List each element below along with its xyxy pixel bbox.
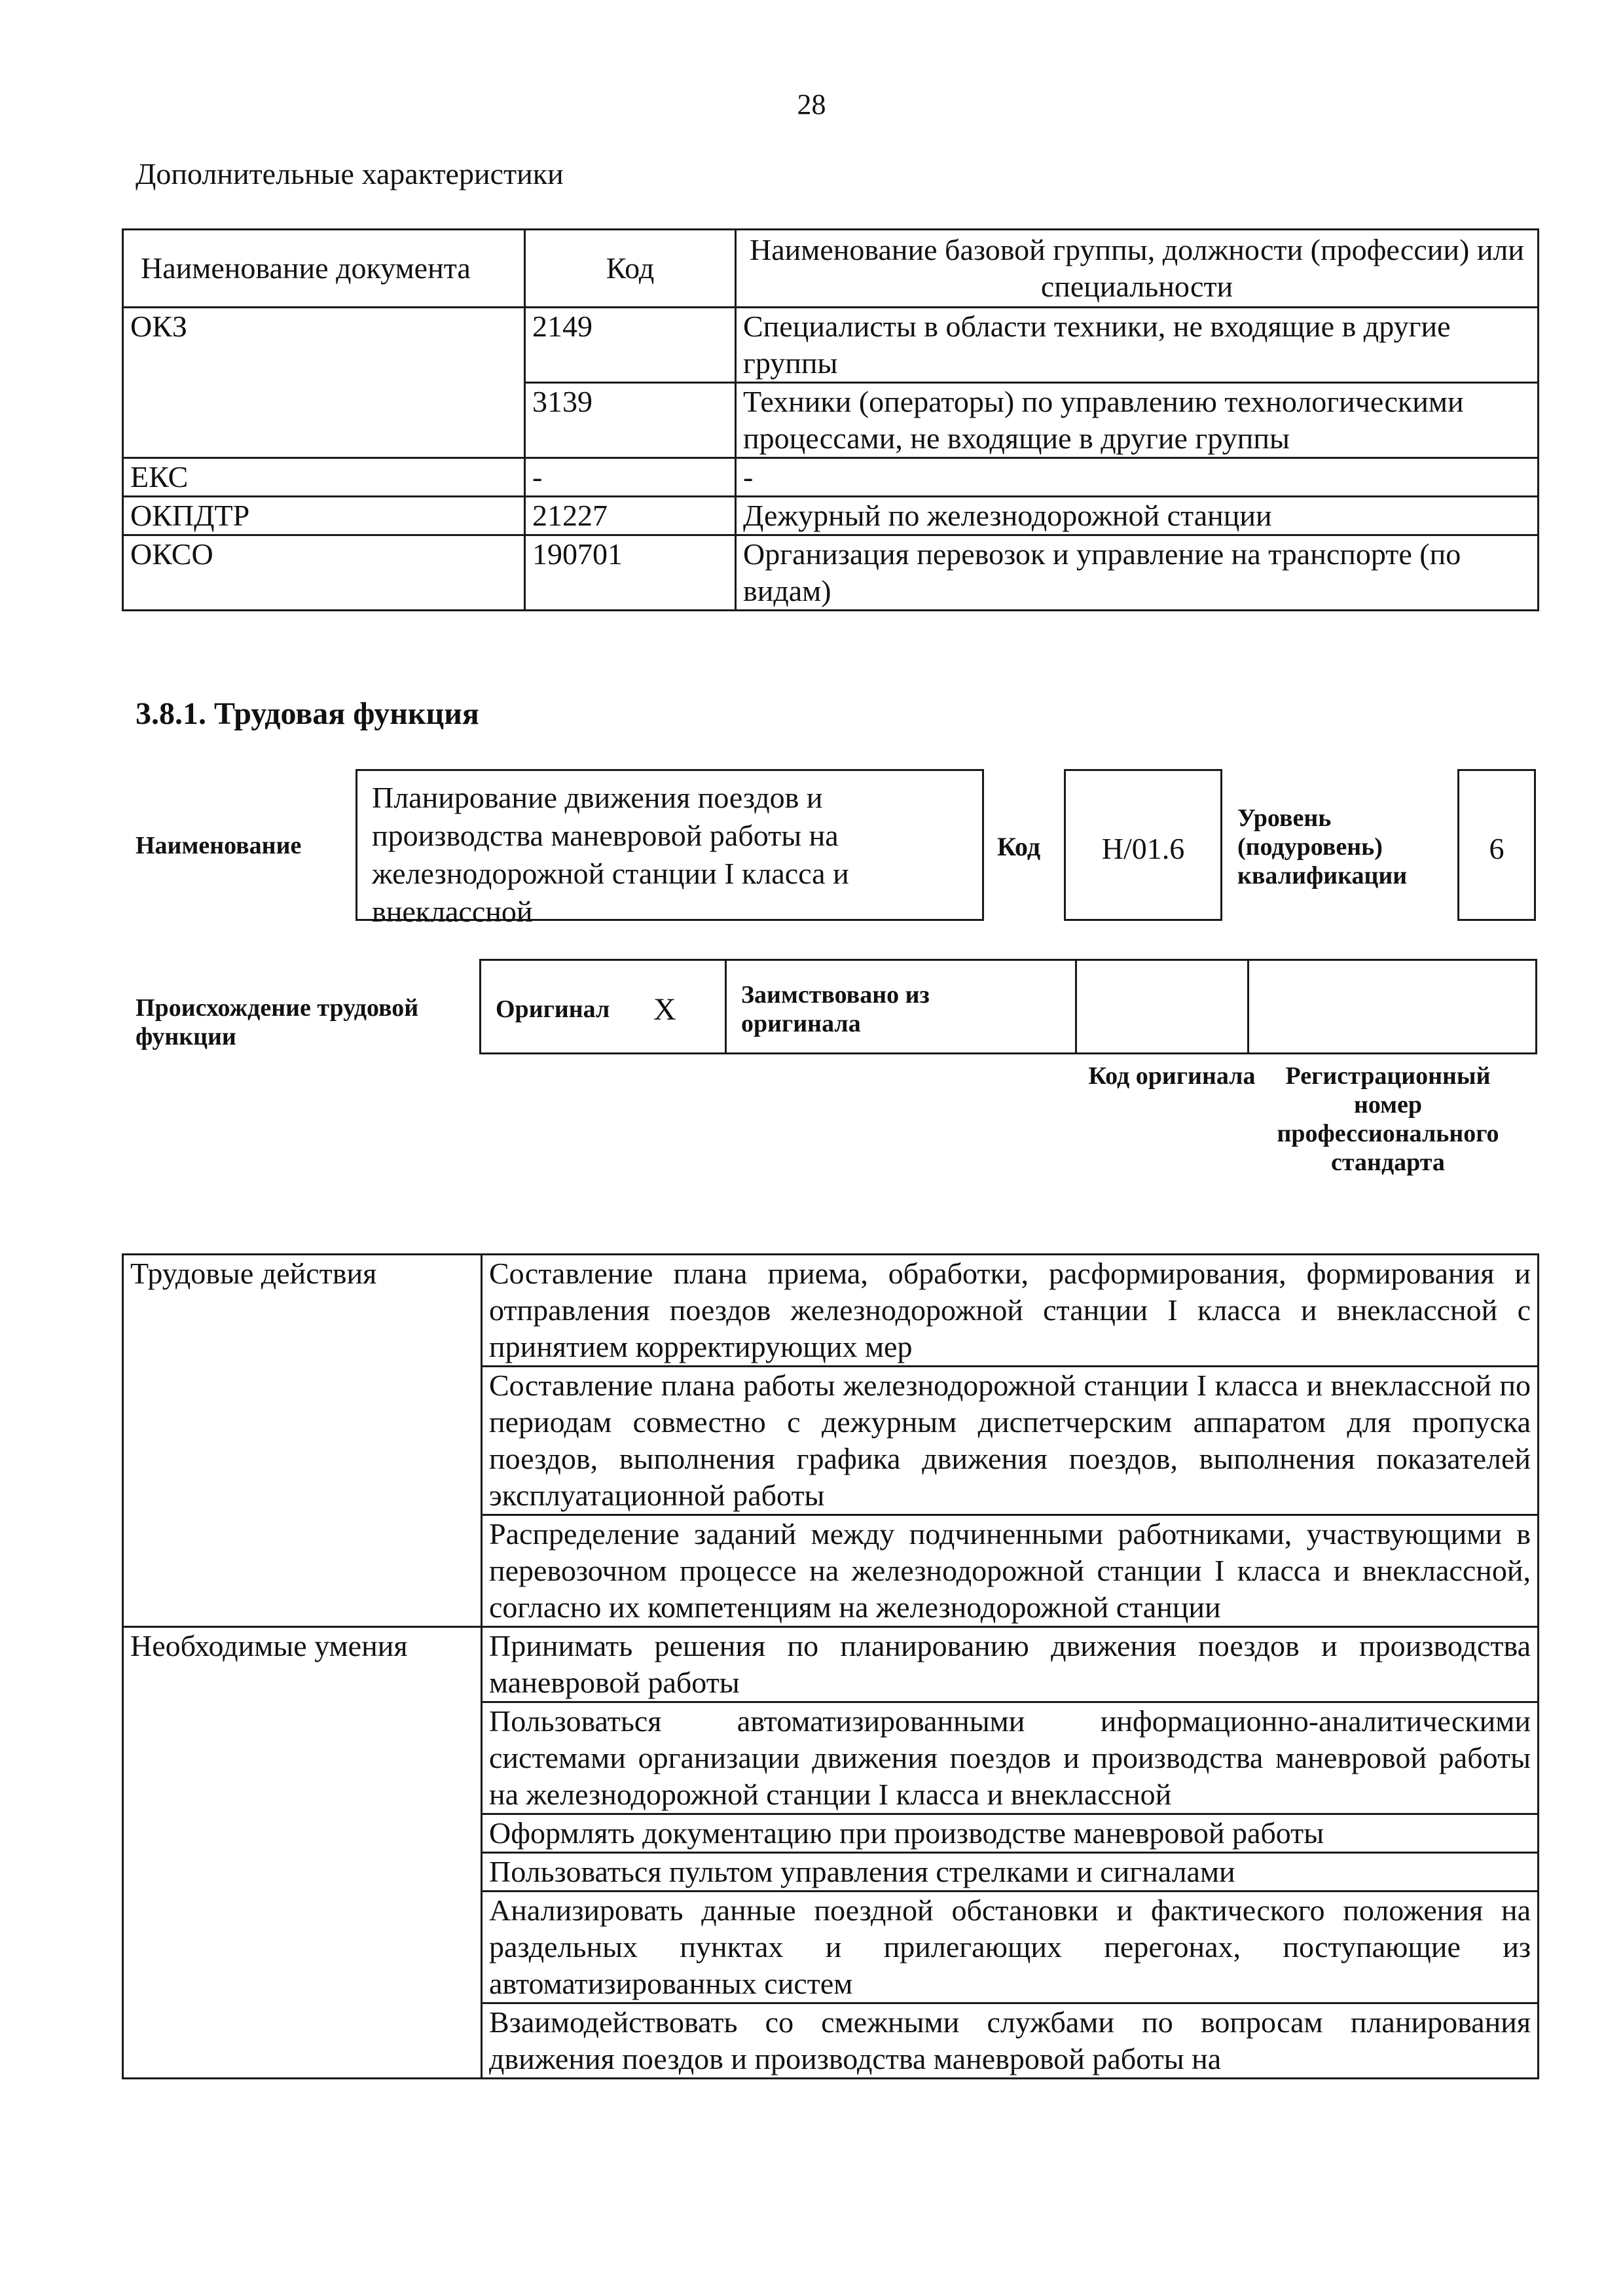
- table-row: [123, 497, 1539, 535]
- table-row: [123, 1515, 1539, 1627]
- table-row: [123, 458, 1539, 497]
- doc-cell: ЕКС: [123, 458, 525, 497]
- item-cell: [482, 1255, 1539, 1367]
- name-cell: Специалисты в области техники, не входящие в другие группы: [736, 308, 1539, 383]
- item-text: Оформлять документацию при производстве маневровой работы: [489, 1816, 1324, 1850]
- table-row: [123, 1892, 1539, 2003]
- original-mark: X: [653, 992, 676, 1027]
- table-header-row: [123, 230, 1539, 308]
- table-row: [123, 308, 1539, 383]
- table-row: [123, 1814, 1539, 1853]
- item-cell: [482, 1515, 1539, 1627]
- function-name-box: [356, 769, 984, 928]
- table-row: [123, 535, 1539, 611]
- function-heading: 3.8.1. Трудовая функция: [136, 696, 479, 731]
- category-cell: [123, 1814, 482, 1853]
- code-cell: 21227: [525, 497, 736, 535]
- table-row: [123, 1627, 1539, 1702]
- category-cell: [123, 2003, 482, 2079]
- category-cell: Необходимые умения: [123, 1627, 482, 1702]
- item-text: Пользоваться пультом управления стрелками и сигналами: [489, 1855, 1235, 1888]
- origin-box: [479, 959, 1537, 1054]
- name-cell: Организация перевозок и управление на транспорте (по видам): [736, 535, 1539, 611]
- item-cell: [482, 1853, 1539, 1892]
- category-cell: [123, 1892, 482, 2003]
- table-row: [123, 383, 1539, 458]
- name-cell: Дежурный по железнодорожной станции: [736, 497, 1539, 535]
- borrowed-label: Заимствовано из оригинала: [741, 981, 930, 1037]
- table-row: [123, 1853, 1539, 1892]
- table-row: [123, 1702, 1539, 1814]
- table-row: [123, 2003, 1539, 2079]
- table-row: [123, 1367, 1539, 1515]
- doc-cell: ОКСО: [123, 535, 525, 611]
- item-text: Анализировать данные поездной обстановки и фактического положения на раздельных пунктах и прилегающих перегонах, поступающие из автоматизированных систем: [489, 1893, 1531, 2000]
- item-cell: [482, 1892, 1539, 2003]
- item-text: Пользоваться автоматизированными информационно-аналитическими системами организации движения поездов и производства маневровой работы на железнодорожной станции I класса и внеклассной: [489, 1704, 1531, 1811]
- level-value: 6: [1489, 832, 1504, 865]
- item-cell: [482, 1627, 1539, 1702]
- item-cell: [482, 1367, 1539, 1515]
- function-name: Планирование движения поездов и производства маневровой работы на железнодорожной станции I класса и внеклассной: [372, 781, 849, 928]
- item-text: Составление плана приема, обработки, расформирования, формирования и отправления поездов железнодорожной станции I класса и внеклассной с принятием корректирующих мер: [489, 1257, 1531, 1363]
- section-heading: Дополнительные характеристики: [136, 157, 564, 190]
- item-cell: [482, 1702, 1539, 1814]
- category-cell: [123, 1367, 482, 1515]
- reg-number-caption: Регистрационный номер профессионального стандарта: [1277, 1062, 1499, 1176]
- table-row: [123, 1255, 1539, 1367]
- category-cell: [123, 1702, 482, 1814]
- header-document: Наименование документа: [123, 230, 525, 308]
- original-label: Оригинал: [496, 996, 610, 1023]
- item-text: Составление плана работы железнодорожной станции I класса и внеклассной по периодам совместно с дежурным диспетчерским аппаратом для пропуска поездов, выполнения графика движения поездов, выполнения показателей эксплуатационной работы: [489, 1369, 1531, 1512]
- category-cell: [123, 1853, 482, 1892]
- item-cell: [482, 2003, 1539, 2079]
- code-cell: 3139: [525, 383, 736, 458]
- level-label: Уровень (подуровень) квалификации: [1237, 804, 1408, 889]
- category-cell: [123, 1515, 482, 1627]
- name-cell: -: [736, 458, 1539, 497]
- item-cell: [482, 1814, 1539, 1853]
- item-text: Принимать решения по планированию движения поездов и производства маневровой работы: [489, 1629, 1531, 1699]
- doc-cell: [123, 383, 525, 458]
- code-cell: -: [525, 458, 736, 497]
- header-code: Код: [525, 230, 736, 308]
- header-name: Наименование базовой группы, должности (профессии) или специальности: [736, 230, 1539, 308]
- name-cell: Техники (операторы) по управлению технологическими процессами, не входящие в другие группы: [736, 383, 1539, 458]
- function-code: H/01.6: [1101, 832, 1185, 865]
- origin-code-caption: Код оригинала: [1088, 1062, 1256, 1090]
- code-box: [1064, 769, 1222, 921]
- item-text: Взаимодействовать со смежными службами по вопросам планирования движения поездов и производства маневровой работы на: [489, 2005, 1531, 2075]
- activities-table: [122, 1253, 1539, 2079]
- level-box: [1457, 769, 1536, 921]
- code-label: Код: [997, 832, 1041, 861]
- item-text: Распределение заданий между подчиненными работниками, участвующими в перевозочном процессе на железнодорожной станции I класса и внеклассной, согласно их компетенциям на железнодорожной станции: [489, 1517, 1531, 1624]
- doc-cell: ОКПДТР: [123, 497, 525, 535]
- code-cell: 2149: [525, 308, 736, 383]
- code-cell: 190701: [525, 535, 736, 611]
- characteristics-table: [122, 228, 1539, 611]
- name-label: Наименование: [136, 832, 302, 859]
- doc-cell: ОКЗ: [123, 308, 525, 383]
- category-cell: Трудовые действия: [123, 1255, 482, 1367]
- page-number: 28: [797, 88, 826, 120]
- origin-label: Происхождение трудовой функции: [136, 994, 419, 1050]
